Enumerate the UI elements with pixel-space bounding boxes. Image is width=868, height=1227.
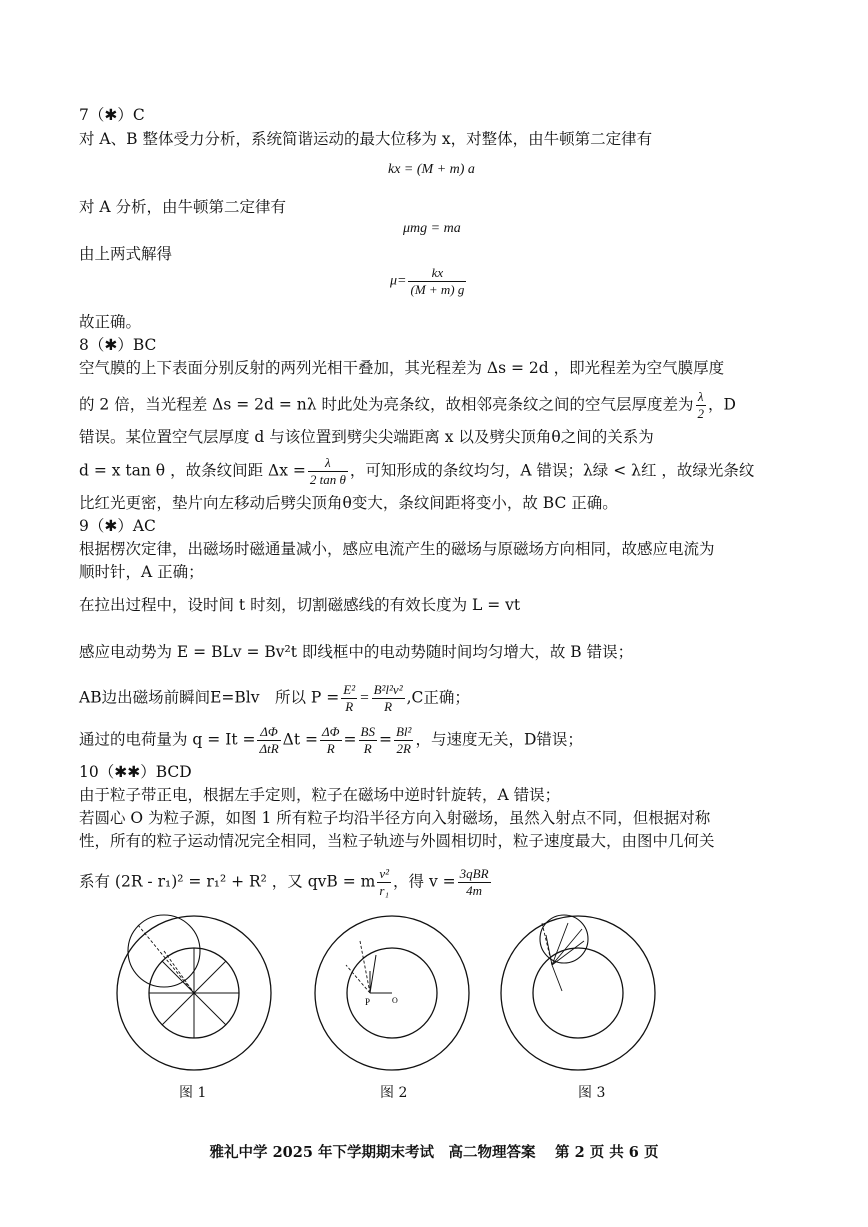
q10-line1: 由于粒子带正电，根据左手定则，粒子在磁场中逆时针旋转，A 错误； <box>79 786 561 804</box>
q9-line6-frac4-num: Bl² <box>395 724 412 739</box>
q7-line1: 对 A、B 整体受力分析，系统简谐运动的最大位移为 x，对整体，由牛顿第二定律有 <box>79 130 653 148</box>
q7-eq3-numerator: kx <box>408 265 466 282</box>
q10-line4-mid: ，得 v = <box>393 872 456 891</box>
q9-line6-mid1: Δt = <box>282 730 318 749</box>
q8-header: 8（✱）BC <box>79 336 157 354</box>
q9-line2: 顺时针，A 正确； <box>79 563 204 581</box>
q9-line6-frac3 <box>359 724 377 757</box>
q10-line4-frac2-den: 4m <box>466 883 483 898</box>
q9-line5-frac2-den: R <box>384 699 393 714</box>
q9-line5-frac1-den: R <box>345 699 354 714</box>
q9-line1: 根据楞次定律，出磁场时磁通量减小，感应电流产生的磁场与原磁场方向相同，故感应电流为 <box>79 540 715 558</box>
q9-line6 <box>79 724 583 757</box>
q10-line4-frac1-num: v² <box>379 866 390 881</box>
q7-line2: 对 A 分析，由牛顿第二定律有 <box>79 198 287 216</box>
q10-line4 <box>79 866 493 899</box>
figure-3-caption: 图 3 <box>578 1085 606 1101</box>
fig3-inner-circle <box>533 948 623 1038</box>
q9-line6-frac1-num: ΔΦ <box>257 724 280 741</box>
q9-line5-frac2-num: B²l²v² <box>373 682 403 697</box>
fig3-outer-circle <box>501 916 655 1070</box>
q9-line6-frac3-num: BS <box>360 724 375 739</box>
q9-line6-tail: ，与速度无关，D错误； <box>415 730 583 749</box>
q8-line2 <box>79 389 736 422</box>
q9-line5-frac1 <box>341 682 357 715</box>
q9-line6-frac1 <box>257 724 280 757</box>
q8-line4-text: d = x tan θ ，故条纹间距 Δx = <box>79 461 306 480</box>
figure-2-diagram <box>312 913 472 1073</box>
q10-header: 10（✱✱）BCD <box>79 763 192 781</box>
q8-line4-den: 2 tan θ <box>309 472 346 487</box>
q7-header: 7（✱）C <box>79 106 145 124</box>
q9-line6-mid2: = <box>343 730 357 749</box>
q7-eq3-lhs: μ= <box>390 273 407 289</box>
q7-line4: 故正确。 <box>79 313 142 331</box>
q9-line6-frac3-den: R <box>363 741 372 756</box>
q9-line5-frac2 <box>372 682 405 715</box>
q7-eq3 <box>390 265 468 298</box>
q7-eq1: kx = (M + m) a <box>388 162 475 177</box>
fig2-velocity-arrow <box>370 955 376 993</box>
q10-line4-frac1-den: r₁ <box>379 883 389 898</box>
fig2-label-o: O <box>392 996 398 1005</box>
page-footer: 雅礼中学 2025 年下学期期末考试 高二物理答案 第 2 页 共 6 页 <box>209 1144 659 1161</box>
q8-line2-fraction <box>696 389 707 422</box>
figure-2-caption: 图 2 <box>380 1085 408 1101</box>
q10-line2: 若圆心 O 为粒子源，如图 1 所有粒子均沿半径方向入射磁场，虽然入射点不同，但根据对称 <box>79 809 711 827</box>
q7-eq2: μmg = ma <box>403 221 461 236</box>
fig3-dashed-line <box>542 923 552 965</box>
q8-line5: 比红光更密，垫片向左移动后劈尖顶角θ变大，条纹间距将变小，故 BC 正确。 <box>79 494 618 512</box>
q10-line4-frac2 <box>458 866 491 899</box>
q8-line4-num: λ <box>308 455 348 472</box>
q8-line4 <box>79 455 754 488</box>
q8-line4-tail: ，可知形成的条纹均匀，A 错误；λ绿 < λ红 ，故绿光条纹 <box>349 461 755 480</box>
figure-1-caption: 图 1 <box>179 1085 207 1101</box>
figure-3-diagram <box>498 913 658 1073</box>
q9-line3: 在拉出过程中，设时间 t 时刻，切割磁感线的有效长度为 L = vt <box>79 596 521 614</box>
q10-line4-text: 系有 (2R - r₁)² = r₁² + R² ，又 qvB = m <box>79 872 376 891</box>
q10-line4-frac1 <box>377 866 391 899</box>
q8-line1: 空气膜的上下表面分别反射的两列光相干叠加，其光程差为 Δs = 2d ，即光程差为空气膜厚度 <box>79 359 725 377</box>
q9-line5-text: AB边出磁场前瞬间E=Blv 所以 P = <box>79 688 340 707</box>
q7-eq3-denominator: (M + m) g <box>410 282 465 297</box>
q7-line3: 由上两式解得 <box>79 245 173 263</box>
q10-line4-frac2-num: 3qBR <box>459 866 489 881</box>
q9-line6-frac4-den: 2R <box>396 741 411 756</box>
q9-line5 <box>79 682 470 715</box>
q9-line6-text: 通过的电荷量为 q = It = <box>79 730 256 749</box>
fig2-dashed-line-1 <box>360 941 370 993</box>
q9-line5-tail: ,C正确； <box>406 688 470 707</box>
q9-line4: 感应电动势为 E = BLv = Bv²t 即线框中的电动势随时间均匀增大，故 B 错误； <box>79 643 634 661</box>
q9-line6-mid3: = <box>378 730 392 749</box>
q9-line6-frac4 <box>394 724 413 757</box>
q8-line2-text: 的 2 倍，当光程差 Δs = 2d = nλ 时此处为亮条纹，故相邻亮条纹之间的空气层厚度差为 <box>79 395 694 414</box>
q9-line5-frac1-num: E² <box>343 682 356 697</box>
q8-line2-den: 2 <box>697 406 704 421</box>
q9-line6-frac1-den: ΔtR <box>259 741 279 756</box>
q7-eq3-fraction <box>408 265 466 298</box>
q9-line6-frac2 <box>320 724 342 757</box>
q9-line6-frac2-num: ΔΦ <box>322 724 340 739</box>
figure-1-diagram <box>114 913 274 1073</box>
q9-header: 9（✱）AC <box>79 517 156 535</box>
fig2-label-p: P <box>365 997 371 1007</box>
q9-line5-equals: = <box>359 689 370 707</box>
q9-line6-frac2-den: R <box>326 741 335 756</box>
q8-line2-num: λ <box>696 389 707 406</box>
q10-line3: 性，所有的粒子运动情况完全相同，当粒子轨迹与外圆相切时，粒子速度最大，由图中几何关 <box>79 832 715 850</box>
q8-line2-tail: ，D <box>708 395 736 414</box>
q8-line3: 错误。某位置空气层厚度 d 与该位置到劈尖尖端距离 x 以及劈尖顶角θ之间的关系为 <box>79 428 654 446</box>
q8-line4-fraction <box>308 455 348 488</box>
